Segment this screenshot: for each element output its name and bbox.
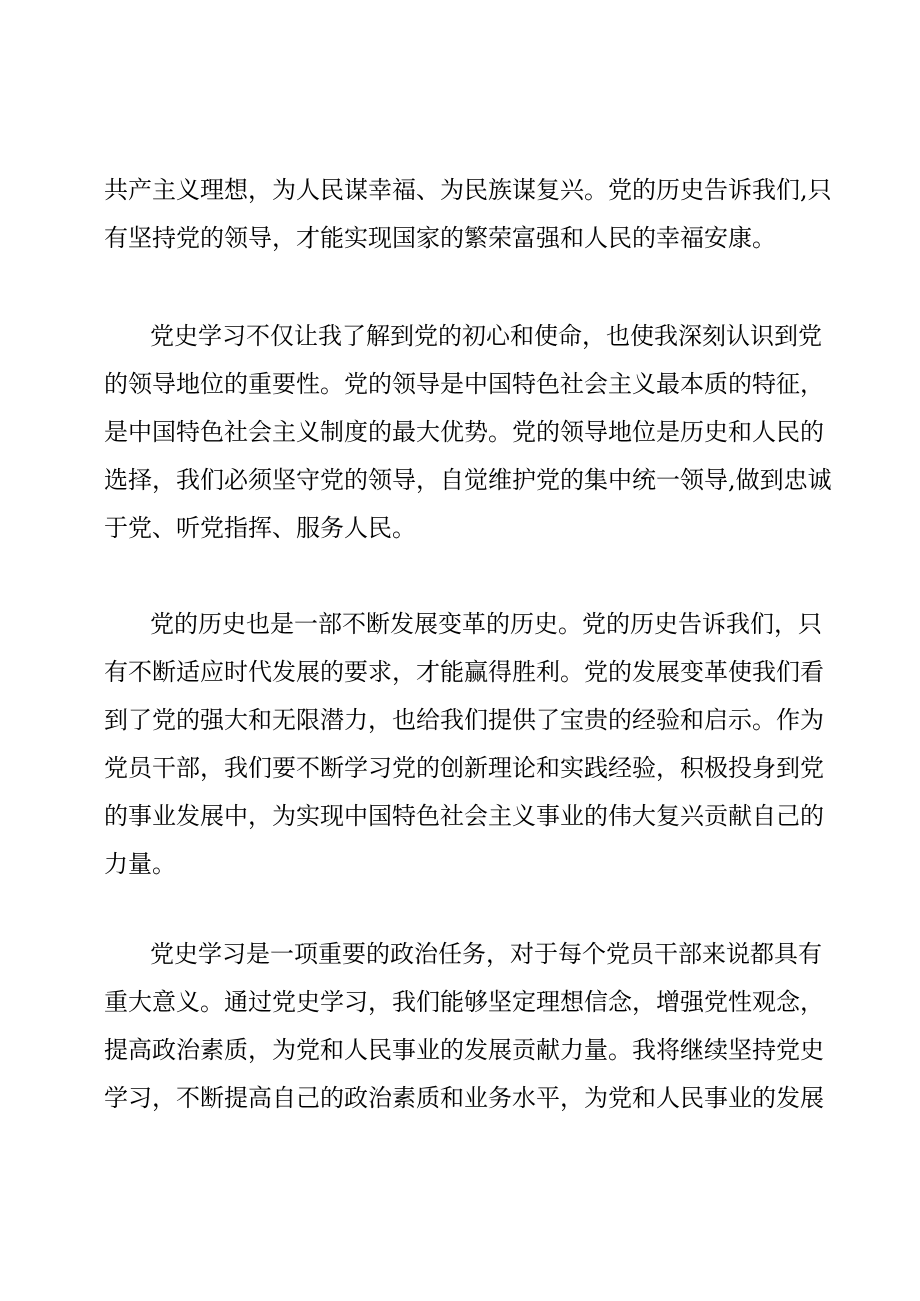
paragraph-line: 提高政治素质，为党和人民事业的发展贡献力量。我将继续坚持党史	[104, 1036, 824, 1064]
paragraph-line: 党史学习不仅让我了解到党的初心和使命，也使我深刻认识到党	[150, 322, 822, 350]
paragraph-line: 于党、听党指挥、服务人民。	[104, 514, 416, 542]
paragraph-line: 的事业发展中，为实现中国特色社会主义事业的伟大复兴贡献自己的	[104, 802, 824, 830]
paragraph-line: 党员干部，我们要不断学习党的创新理论和实践经验，积极投身到党	[104, 754, 824, 782]
paragraph-line: 学习，不断提高自己的政治素质和业务水平，为党和人民事业的发展	[104, 1084, 824, 1112]
paragraph-line: 是中国特色社会主义制度的最大优势。党的领导地位是历史和人民的	[104, 418, 824, 446]
paragraph-line: 力量。	[104, 850, 176, 878]
paragraph-line: 选择，我们必须坚守党的领导，自觉维护党的集中统一领导,做到忠诚	[104, 466, 832, 494]
paragraph-line: 党的历史也是一部不断发展变革的历史。党的历史告诉我们，只	[150, 610, 822, 638]
paragraph-line: 党史学习是一项重要的政治任务，对于每个党员干部来说都具有	[150, 940, 822, 968]
paragraph-4	[104, 930, 824, 1122]
paragraph-3	[104, 600, 824, 888]
paragraph-line: 共产主义理想，为人民谋幸福、为民族谋复兴。党的历史告诉我们,只	[104, 176, 832, 204]
paragraph-line: 的领导地位的重要性。党的领导是中国特色社会主义最本质的特征，	[104, 370, 824, 398]
paragraph-1	[104, 166, 832, 262]
paragraph-line: 重大意义。通过党史学习，我们能够坚定理想信念，增强党性观念，	[104, 988, 824, 1016]
paragraph-line: 有坚持党的领导，才能实现国家的繁荣富强和人民的幸福安康。	[104, 224, 776, 252]
paragraph-2	[104, 312, 832, 552]
paragraph-line: 有不断适应时代发展的要求，才能赢得胜利。党的发展变革使我们看	[104, 658, 824, 686]
paragraph-line: 到了党的强大和无限潜力，也给我们提供了宝贵的经验和启示。作为	[104, 706, 824, 734]
